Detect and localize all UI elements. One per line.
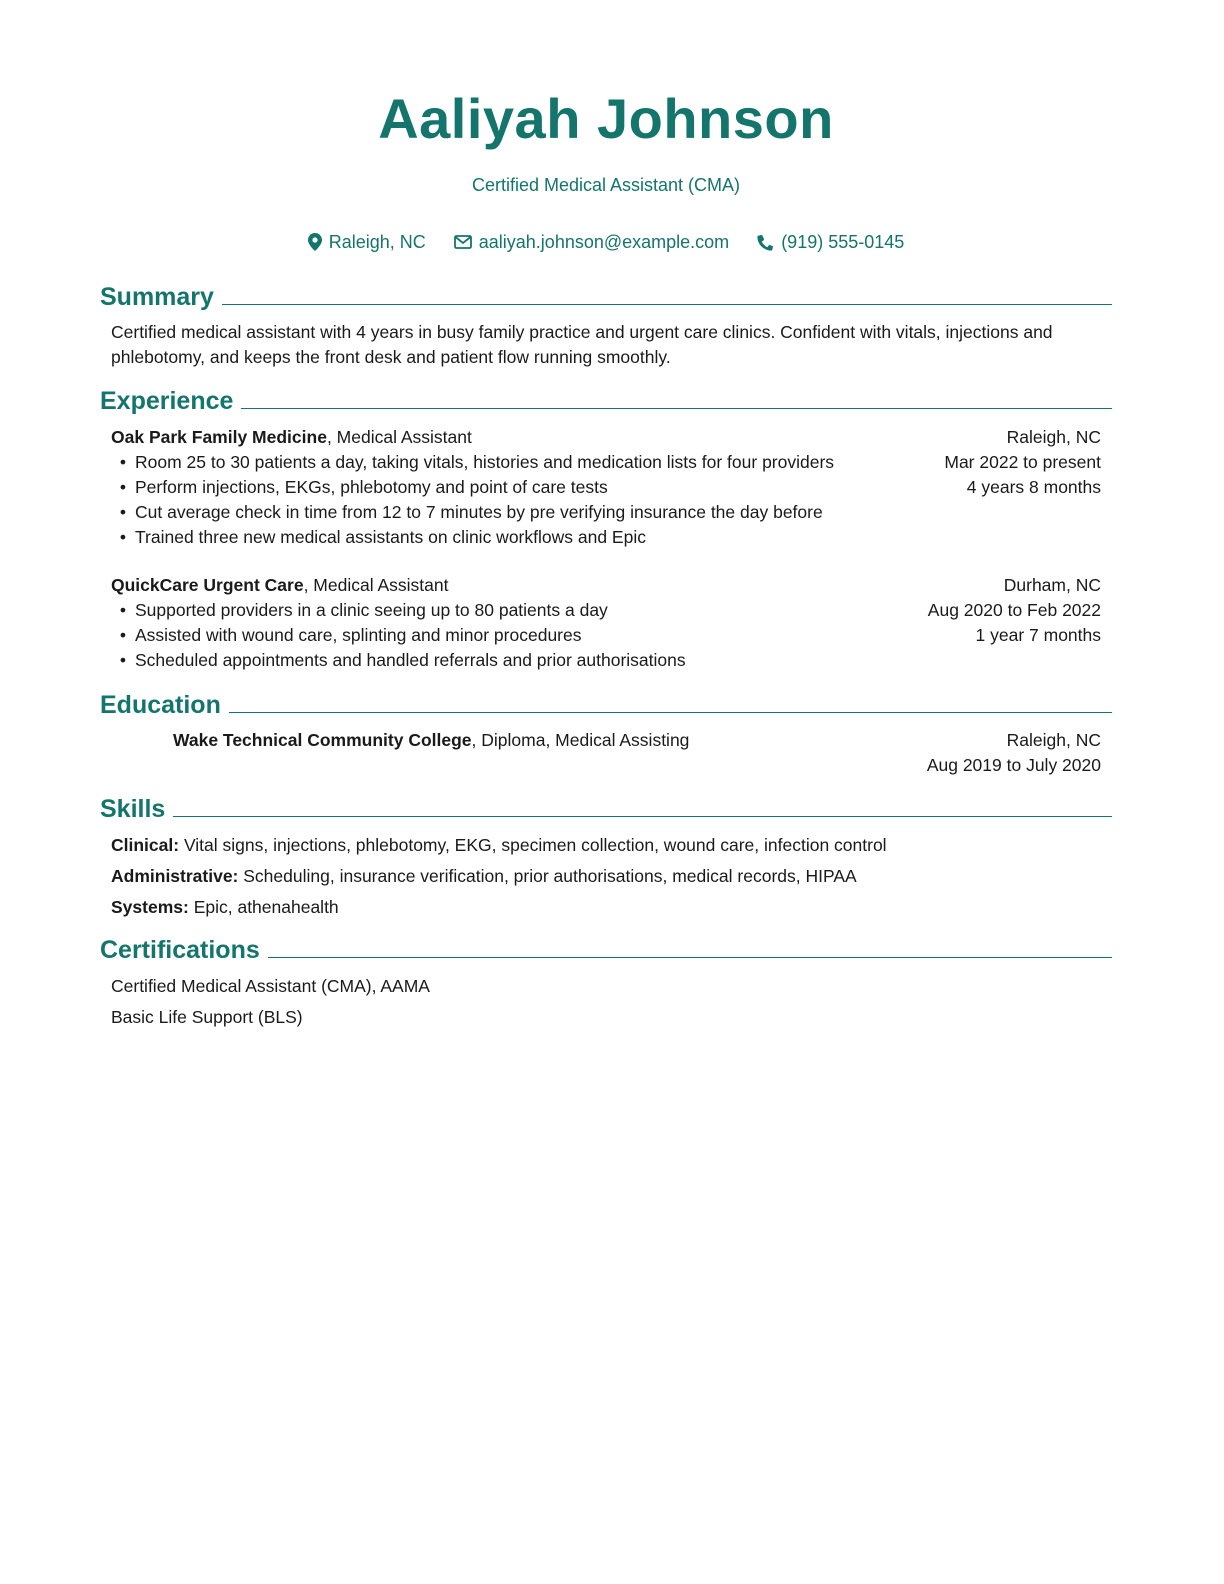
candidate-title: Certified Medical Assistant (CMA) bbox=[471, 175, 741, 195]
job-location: Durham, NC bbox=[1003, 575, 1101, 595]
phone-icon bbox=[757, 234, 774, 251]
certification-item: Certified Medical Assistant (CMA), AAMA bbox=[111, 976, 430, 996]
job-dates: Aug 2020 to Feb 2022 bbox=[927, 600, 1101, 620]
map-pin-icon bbox=[308, 233, 322, 251]
summary-section-header bbox=[100, 282, 1112, 312]
contact-location bbox=[308, 230, 426, 254]
education-heading: Education bbox=[100, 691, 221, 719]
section-divider bbox=[222, 304, 1112, 305]
education-section-header bbox=[100, 690, 1112, 720]
school-name: Wake Technical Community College bbox=[173, 730, 472, 750]
job-entry bbox=[111, 573, 1101, 673]
skills-section-header bbox=[100, 794, 1112, 824]
summary-heading: Summary bbox=[100, 283, 214, 311]
skill-line-systems: Systems: Epic, athenahealth bbox=[111, 897, 339, 917]
employer-name: Oak Park Family Medicine bbox=[111, 427, 327, 447]
phone-link[interactable]: (919) 555-0145 bbox=[781, 232, 905, 252]
job-bullet: • Trained three new medical assistants on clinic workflows and Epic bbox=[119, 527, 646, 547]
job-dates: Mar 2022 to present bbox=[944, 452, 1101, 472]
contact-bar bbox=[100, 230, 1112, 254]
envelope-icon bbox=[454, 235, 472, 249]
skill-line-administrative: Administrative: Scheduling, insurance verification, prior authorisations, medical records, HIPAA bbox=[111, 866, 857, 886]
employer-name: QuickCare Urgent Care bbox=[111, 575, 304, 595]
job-bullet: • Supported providers in a clinic seeing up to 80 patients a day bbox=[119, 600, 608, 620]
job-bullet: • Perform injections, EKGs, phlebotomy and point of care tests bbox=[119, 477, 608, 497]
job-bullet: • Assisted with wound care, splinting and minor procedures bbox=[119, 625, 582, 645]
certifications-heading: Certifications bbox=[100, 936, 260, 964]
education-location: Raleigh, NC bbox=[1006, 730, 1101, 750]
candidate-name: Aaliyah Johnson bbox=[378, 87, 834, 150]
experience-heading: Experience bbox=[100, 387, 234, 415]
certifications-section-header bbox=[100, 935, 1112, 965]
skills-heading: Skills bbox=[100, 795, 166, 823]
degree: , Diploma, Medical Assisting bbox=[471, 730, 690, 750]
job-duration: 4 years 8 months bbox=[966, 477, 1101, 497]
section-divider bbox=[268, 957, 1112, 958]
section-divider bbox=[241, 408, 1112, 409]
job-entry bbox=[111, 425, 1101, 550]
job-duration: 1 year 7 months bbox=[975, 625, 1101, 645]
contact-email[interactable] bbox=[454, 230, 729, 254]
job-role: , Medical Assistant bbox=[326, 427, 472, 447]
education-entry bbox=[111, 728, 1101, 778]
contact-phone[interactable] bbox=[757, 230, 904, 254]
job-bullet: • Cut average check in time from 12 to 7 minutes by pre verifying insurance the day before bbox=[119, 502, 823, 522]
experience-section-header bbox=[100, 386, 1112, 416]
email-link[interactable]: aaliyah.johnson@example.com bbox=[478, 232, 730, 252]
section-divider bbox=[229, 712, 1112, 713]
job-bullet: • Scheduled appointments and handled referrals and prior authorisations bbox=[119, 650, 686, 670]
certification-item: Basic Life Support (BLS) bbox=[111, 1007, 303, 1027]
education-dates: Aug 2019 to July 2020 bbox=[926, 755, 1101, 775]
skill-line-clinical: Clinical: Vital signs, injections, phlebotomy, EKG, specimen collection, wound care, infection control bbox=[111, 835, 887, 855]
job-bullet: • Room 25 to 30 patients a day, taking vitals, histories and medication lists for four providers bbox=[119, 452, 835, 472]
section-divider bbox=[173, 816, 1112, 817]
job-location: Raleigh, NC bbox=[1006, 427, 1101, 447]
location-text: Raleigh, NC bbox=[328, 232, 426, 252]
summary-text: Certified medical assistant with 4 years in busy family practice and urgent care clinics. Confident with vitals, injections and phlebotomy, and keeps the front desk and patient flow running smoothly. bbox=[111, 322, 1053, 367]
job-role: , Medical Assistant bbox=[303, 575, 449, 595]
